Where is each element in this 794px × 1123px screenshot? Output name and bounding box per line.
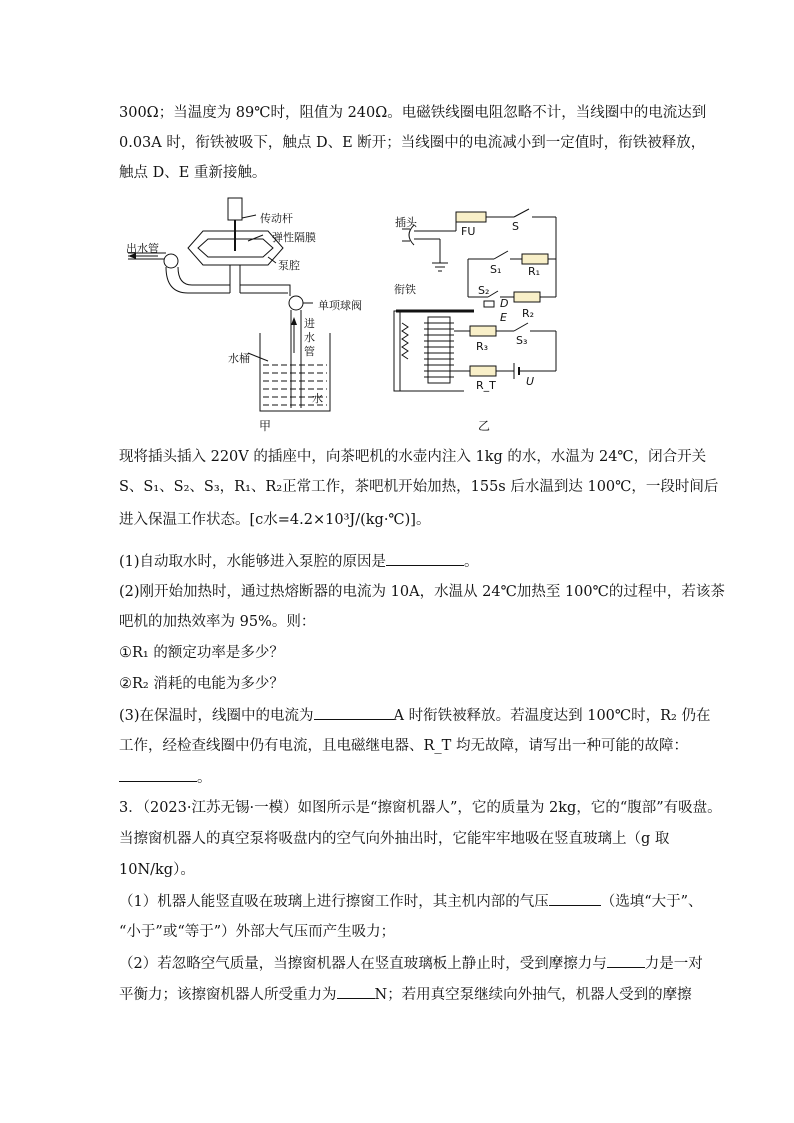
problem3-sub2-line1: （2）若忽略空气质量，当擦窗机器人在竖直玻璃板上静止时，受到摩擦力与 力是一对	[119, 953, 679, 974]
label-fu: FU	[461, 225, 476, 238]
label-r1: R₁	[528, 265, 541, 278]
question-1: (1)自动取水时，水能够进入泵腔的原因是 。	[119, 551, 679, 572]
answer-blank-3a[interactable]	[314, 705, 394, 720]
label-inlet-3: 管	[304, 345, 315, 358]
problem3-sub1-line2: “小于”或“等于”）外部大气压而产生吸力；	[119, 924, 396, 940]
label-s2: S₂	[478, 284, 490, 297]
label-armature: 衔铁	[394, 283, 416, 296]
question-2b: ②R₂ 消耗的电能为多少？	[119, 676, 284, 692]
label-u: U	[526, 375, 535, 388]
label-s1: S₁	[490, 263, 502, 276]
answer-blank-1[interactable]	[386, 551, 464, 566]
problem3-sub2-line2: 平衡力；该擦窗机器人所受重力为 N；若用真空泵继续向外抽气，机器人受到的摩擦	[119, 984, 679, 1005]
label-s: S	[512, 220, 519, 233]
problem3-line2: 当擦窗机器人的真空泵将吸盘内的空气向外抽出时，它能牢牢地吸在竖直玻璃上（g 取	[119, 831, 670, 847]
label-r3: R₃	[476, 340, 489, 353]
label-inlet-2: 水	[304, 331, 315, 344]
label-valve: 单项球阀	[318, 299, 362, 312]
label-water: 水	[312, 392, 323, 405]
question-3-line1: (3)在保温时，线圈中的电流为 A 时衔铁被释放。若温度达到 100℃时，R₂ 仍在	[119, 705, 679, 726]
label-e: E	[500, 311, 507, 324]
answer-blank-p3-3[interactable]	[337, 984, 375, 999]
para2-line1: 现将插头插入 220V 的插座中，向茶吧机的水壶内注入 1kg 的水，水温为 24℃，闭合开关	[119, 449, 707, 465]
label-membrane: 弹性隔膜	[272, 231, 316, 244]
caption-jia: 甲	[259, 419, 272, 433]
problem3-line1: 3．（2023·江苏无锡·一模）如图所示是“擦窗机器人”，它的质量为 2kg，它的“腹部”有吸盘。	[119, 800, 722, 816]
label-r2: R₂	[522, 307, 535, 320]
answer-blank-p3-2[interactable]	[607, 953, 645, 968]
label-chamber: 泵腔	[278, 259, 300, 272]
para2-line3: 进入保温工作状态。[c水=4.2×10³J/(kg·℃)]。	[119, 512, 431, 528]
label-rt: R_T	[476, 379, 496, 392]
answer-blank-3b[interactable]	[119, 767, 197, 782]
question-2-line1: (2)刚开始加热时，通过热熔断器的电流为 10A，水温从 24℃加热至 100℃的过程中，若该茶	[119, 584, 725, 600]
label-inlet-1: 进	[304, 317, 315, 330]
answer-blank-p3-1[interactable]	[549, 891, 601, 906]
label-plug: 插头	[395, 216, 417, 229]
problem3-sub1-line1: （1）机器人能竖直吸在玻璃上进行擦窗工作时，其主机内部的气压 （选填“大于”、	[119, 891, 679, 912]
caption-yi: 乙	[478, 419, 491, 433]
para1-line2: 0.03A 时，衔铁被吸下，触点 D、E 断开；当线圈中的电流减小到一定值时，衔铁被释放，	[119, 135, 706, 151]
para1-line1: 300Ω；当温度为 89℃时，阻值为 240Ω。电磁铁线圈电阻忽略不计，当线圈中的电流达到	[119, 105, 707, 121]
question-2-line2: 吧机的加热效率为 95%。则：	[119, 614, 316, 630]
label-rod: 传动杆	[260, 212, 293, 225]
para1-line3: 触点 D、E 重新接触。	[119, 165, 267, 181]
para2-line2: S、S₁、S₂、S₃，R₁、R₂正常工作，茶吧机开始加热，155s 后水温到达 100℃，一段时间后	[119, 479, 719, 495]
label-bucket: 水桶	[228, 352, 250, 365]
question-3-line3: 。	[119, 767, 679, 788]
question-3-line2: 工作，经检查线圈中仍有电流，且电磁继电器、R_T 均无故障，请写出一种可能的故障：	[119, 738, 688, 754]
label-outlet: 出水管	[126, 242, 159, 255]
figure-yi-circuit-diagram	[384, 207, 574, 397]
label-d: D	[500, 297, 509, 310]
question-2a: ①R₁ 的额定功率是多少？	[119, 645, 284, 661]
problem3-line3: 10N/kg）。	[119, 862, 195, 878]
label-s3: S₃	[516, 334, 528, 347]
